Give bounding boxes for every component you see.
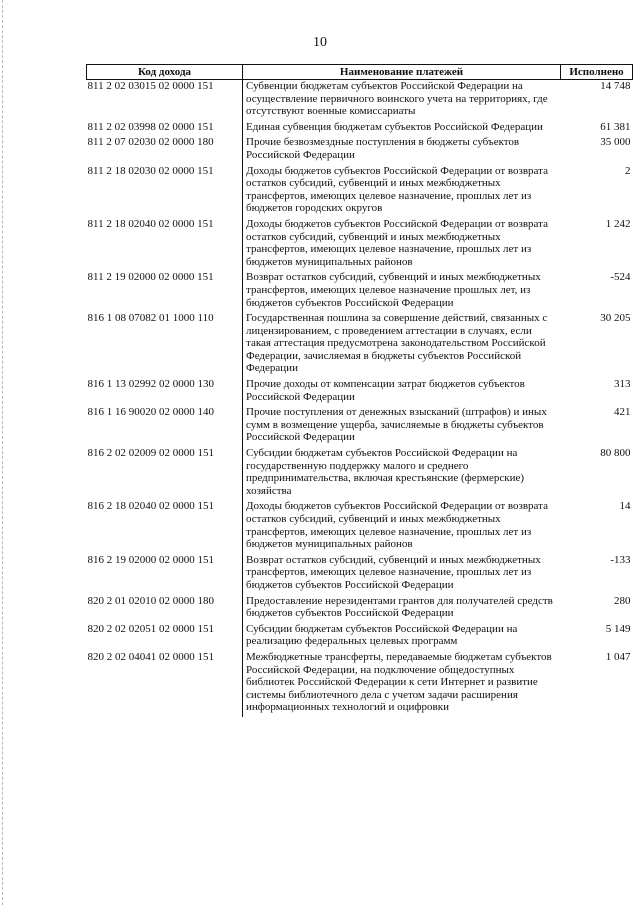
table-row <box>87 121 633 137</box>
row-code: 811 2 07 02030 02 0000 180 <box>87 136 214 149</box>
scan-edge-line <box>2 0 4 905</box>
table-row <box>87 500 633 553</box>
row-code: 820 2 02 04041 02 0000 151 <box>87 650 214 663</box>
row-name: Субсидии бюджетам субъектов Российской Федерации на реализацию федеральных целевых программ <box>243 623 561 651</box>
row-name: Возврат остатков субсидий, субвенций и иных межбюджетных трансфертов, имеющих целевое назначение прошлых лет, из бюджетов субъектов Российской Федерации <box>243 271 561 312</box>
table-row <box>87 595 633 623</box>
row-amount: 313 <box>614 378 631 391</box>
row-code: 816 2 18 02040 02 0000 151 <box>87 500 214 513</box>
row-amount: 14 <box>619 500 631 513</box>
row-code: 811 2 18 02040 02 0000 151 <box>87 217 214 230</box>
row-code: 816 2 02 02009 02 0000 151 <box>87 447 214 460</box>
table-row <box>87 136 633 164</box>
header-name: Наименование платежей <box>243 65 561 80</box>
row-name: Межбюджетные трансферты, передаваемые бюджетам субъектов Российской Федерации, на подключение общедоступных библиотек Российской Федерации к сети Интернет и развитие системы библиотечного дела с учетом задачи расширения информационных технологий и оцифровки <box>243 651 561 717</box>
row-name: Предоставление нерезидентами грантов для получателей средств бюджетов субъектов Российской Федерации <box>243 595 561 623</box>
table-row <box>87 271 633 312</box>
row-amount: -133 <box>610 553 631 566</box>
row-amount: 280 <box>614 594 631 607</box>
row-name: Прочие доходы от компенсации затрат бюджетов субъектов Российской Федерации <box>243 378 561 406</box>
row-amount: 1 242 <box>605 217 631 230</box>
row-name: Субсидии бюджетам субъектов Российской Федерации на государственную поддержку малого и среднего предпринимательства, включая крестьянские (фермерские) хозяйства <box>243 447 561 500</box>
row-name: Доходы бюджетов субъектов Российской Федерации от возврата остатков субсидий, субвенций и иных межбюджетных трансфертов, имеющих целевое назначение, прошлых лет из бюджетов муниципальных районов <box>243 500 561 553</box>
table-header-row <box>87 65 633 80</box>
row-name: Возврат остатков субсидий, субвенций и иных межбюджетных трансфертов, имеющих целевое назначение, прошлых лет из бюджетов субъектов Российской Федерации <box>243 554 561 595</box>
row-name: Доходы бюджетов субъектов Российской Федерации от возврата остатков субсидий, субвенций и иных межбюджетных трансфертов, имеющих целевое назначение, прошлых лет из бюджетов городских округов <box>243 165 561 218</box>
table-row <box>87 378 633 406</box>
table-row <box>87 312 633 378</box>
row-code: 820 2 01 02010 02 0000 180 <box>87 594 214 607</box>
row-amount: 1 047 <box>605 650 631 663</box>
table-row <box>87 623 633 651</box>
row-amount: -524 <box>610 271 631 284</box>
row-code: 811 2 18 02030 02 0000 151 <box>87 164 214 177</box>
row-name: Доходы бюджетов субъектов Российской Федерации от возврата остатков субсидий, субвенций и иных межбюджетных трансфертов, имеющих целевое назначение, прошлых лет из бюджетов муниципальных районов <box>243 218 561 271</box>
row-code: 811 2 02 03998 02 0000 151 <box>87 120 214 133</box>
row-amount: 30 205 <box>600 312 631 325</box>
page-number: 10 <box>313 35 327 50</box>
row-amount: 80 800 <box>600 447 631 460</box>
row-name: Субвенции бюджетам субъектов Российской Федерации на осуществление первичного воинского учета на территориях, где отсутствуют военные комиссариаты <box>243 80 561 121</box>
row-code: 811 2 19 02000 02 0000 151 <box>87 271 214 284</box>
row-code: 820 2 02 02051 02 0000 151 <box>87 622 214 635</box>
revenue-table <box>86 64 633 717</box>
row-code: 816 1 08 07082 01 1000 110 <box>87 312 214 325</box>
row-amount: 2 <box>625 164 631 177</box>
header-code: Код дохода <box>87 65 243 80</box>
table-row <box>87 447 633 500</box>
row-code: 816 2 19 02000 02 0000 151 <box>87 553 214 566</box>
table-row <box>87 406 633 447</box>
row-amount: 421 <box>614 406 631 419</box>
row-code: 816 1 13 02992 02 0000 130 <box>87 378 214 391</box>
table-body <box>87 80 633 717</box>
row-amount: 61 381 <box>600 120 631 133</box>
row-code: 811 2 02 03015 02 0000 151 <box>87 80 214 92</box>
row-code: 816 1 16 90020 02 0000 140 <box>87 406 214 419</box>
row-amount: 35 000 <box>600 136 631 149</box>
table-row <box>87 554 633 595</box>
row-name: Единая субвенция бюджетам субъектов Российской Федерации <box>243 121 561 137</box>
table-row <box>87 80 633 121</box>
row-name: Государственная пошлина за совершение действий, связанных с лицензированием, с проведением аттестации в случаях, если такая аттестация предусмотрена законодательством Российской Федерации, зачисляемая в бюджеты субъектов Российской Федерации <box>243 312 561 378</box>
header-amount: Исполнено <box>561 65 633 80</box>
table-row <box>87 651 633 717</box>
row-amount: 5 149 <box>605 622 631 635</box>
row-amount: 14 748 <box>600 80 631 92</box>
row-name: Прочие поступления от денежных взысканий (штрафов) и иных сумм в возмещение ущерба, зачисляемые в бюджеты субъектов Российской Федерации <box>243 406 561 447</box>
row-name: Прочие безвозмездные поступления в бюджеты субъектов Российской Федерации <box>243 136 561 164</box>
table-row <box>87 165 633 218</box>
table-row <box>87 218 633 271</box>
